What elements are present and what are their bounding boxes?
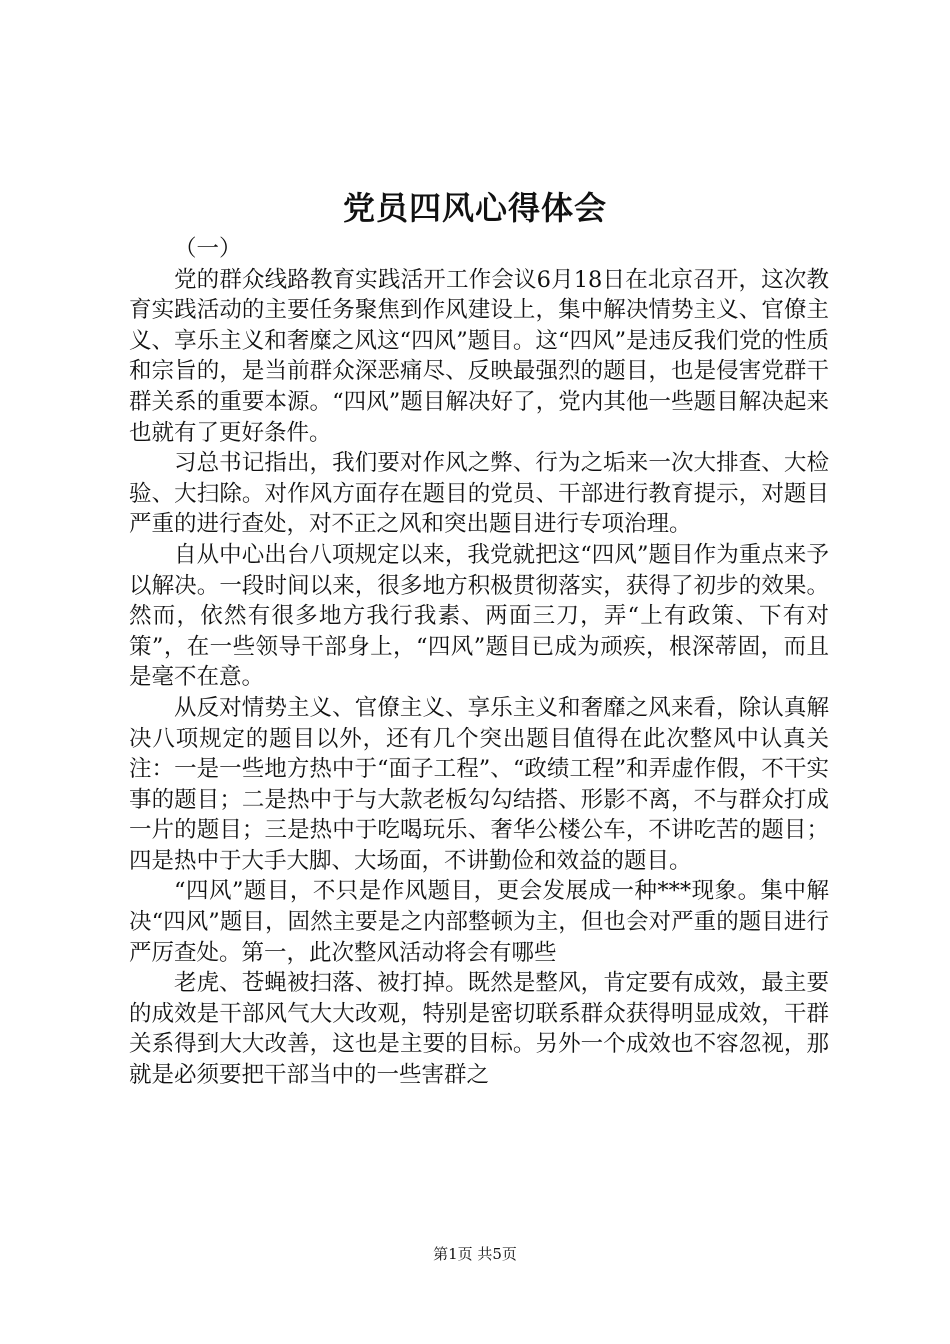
paragraph: 老虎、苍蝇被扫落、被打掉。既然是整风，肯定要有成效，最主要的成效是干部风气大大改观，特别是密切联系群众获得明显成效，干群关系得到大大改善，这也是主要的目标。另外一个成效也不容忽视，那就是必须要把干部当中的一些害群之 <box>129 970 829 1089</box>
page-number-footer: 第1页 共5页 <box>433 1245 517 1263</box>
paragraph: 自从中心出台八项规定以来，我党就把这“四风”题目作为重点来予以解决。一段时间以来，很多地方积极贯彻落实，获得了初步的效果。然而，依然有很多地方我行我素、两面三刀，弄“上有政策、下有对策”，在一些领导干部身上，“四风”题目已成为顽疾，根深蒂固，而且是毫不在意。 <box>129 541 829 691</box>
paragraph-section-marker: （一） <box>174 236 242 262</box>
document-title: 党员四风心得体会 <box>342 189 607 227</box>
paragraph: 党的群众线路教育实践活开工作会议6月18日在北京召开，这次教育实践活动的主要任务聚焦到作风建设上，集中解决情势主义、官僚主义、享乐主义和奢糜之风这“四风”题目。这“四风”是违反我们党的性质和宗旨的，是当前群众深恶痛尽、反映最强烈的题目，也是侵害党群干群关系的重要本源。“四风”题目解决好了，党内其他一些题目解决起来也就有了更好条件。 <box>129 266 829 446</box>
paragraph: 从反对情势主义、官僚主义、享乐主义和奢靡之风来看，除认真解决八项规定的题目以外，还有几个突出题目值得在此次整风中认真关注：一是一些地方热中于“面子工程”、“政绩工程”和弄虚作假，不干实事的题目；二是热中于与大款老板勾勾结搭、形影不离，不与群众打成一片的题目；三是热中于吃喝玩乐、奢华公楼公车，不讲吃苦的题目；四是热中于大手大脚、大场面，不讲勤俭和效益的题目。 <box>129 694 829 874</box>
paragraph: “四风”题目，不只是作风题目，更会发展成一种***现象。集中解决“四风”题目，固然主要是之内部整顿为主，但也会对严重的题目进行严厉查处。第一，此次整风活动将会有哪些 <box>129 878 829 966</box>
paragraph: 习总书记指出，我们要对作风之弊、行为之垢来一次大排查、大检验、大扫除。对作风方面存在题目的党员、干部进行教育提示，对题目严重的进行查处，对不正之风和突出题目进行专项治理。 <box>129 450 829 538</box>
document-body <box>129 234 829 1091</box>
